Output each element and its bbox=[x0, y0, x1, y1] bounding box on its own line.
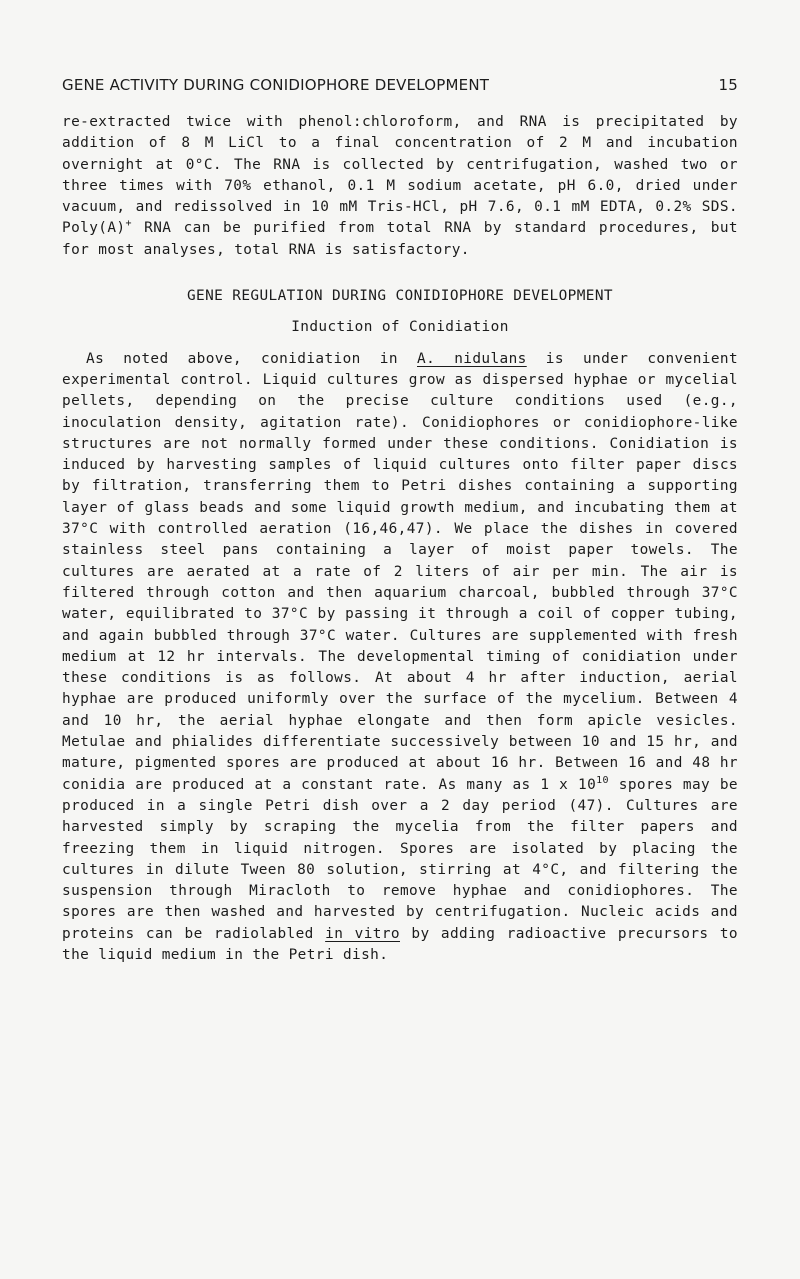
running-title: GENE ACTIVITY DURING CONIDIOPHORE DEVELOPMENT bbox=[62, 76, 490, 94]
subsection-heading: Induction of Conidiation bbox=[291, 319, 509, 336]
paragraph-text: re-extracted twice with phenol:chloroform, and RNA is precipitated by addition of 8 M LiCl to a final concentration of 2 M and incubation overnight at 0°C. The RNA is collected by centrifugation, washed two or three times with 70% ethanol, 0.1 M sodium acetate, pH 6.0, dried under vacuum, and redissolved in 10 mM Tris-HCl, pH 7.6, 0.1 mM EDTA, 0.2% SDS. Poly(A) bbox=[62, 114, 738, 237]
paragraph-rna-extraction bbox=[62, 112, 738, 261]
paragraph-text-part2: is under convenient experimental control. Liquid cultures grow as dispersed hyphae or mycelial pellets, depending on the precise culture conditions used (e.g., inoculation density, agitation rate). Conidiophores or conidiophore-like structures are not normally formed under these conditions. Conidiation is induced by harvesting samples of liquid cultures onto filter paper discs by filtration, transferring them to Petri dishes containing a supporting layer of glass beads and some liquid growth medium, and incubating them at 37°C with controlled aeration (16,46,47). We place the dishes in covered stainless steel pans containing a layer of moist paper towels. The cultures are aerated at a rate of 2 liters of air per min. The air is filtered through cotton and then aquarium charcoal, bubbled through 37°C water, equilibrated to 37°C by passing it through a coil of copper tubing, and again bubbled through 37°C water. Cultures are supplemented with fresh medium at 12 hr intervals. The developmental timing of conidiation under these conditions is as follows. At about 4 hr after induction, aerial hyphae are produced uniformly over the surface of the mycelium. Between 4 and 10 hr, the aerial hyphae elongate and then form apicle vesicles. Metulae and phialides differentiate successively between 10 and 15 hr, and mature, pigmented spores are produced at about 16 hr. Between 16 and 48 hr conidia are produced at a constant rate. As many as 1 x 10 bbox=[62, 350, 739, 793]
page-number: 15 bbox=[718, 76, 738, 94]
superscript-plus: + bbox=[125, 218, 132, 230]
section-heading: GENE REGULATION DURING CONIDIOPHORE DEVELOPMENT bbox=[186, 288, 613, 305]
running-header bbox=[62, 76, 738, 94]
exponent: 10 bbox=[596, 774, 609, 786]
species-name: A. nidulans bbox=[417, 350, 527, 367]
paragraph-induction bbox=[62, 349, 738, 967]
paragraph-text-part4: by adding radioactive precursors to the liquid medium in the Petri dish. bbox=[62, 925, 738, 963]
paragraph-text-part1: As noted above, conidiation in bbox=[86, 350, 417, 367]
page-body bbox=[62, 112, 738, 966]
in-vitro-term: in vitro bbox=[325, 925, 400, 942]
paragraph-text-continued: RNA can be purified from total RNA by standard procedures, but for most analyses, total RNA is satisfactory. bbox=[62, 220, 738, 258]
paragraph-text-part3: spores may be produced in a single Petri dish over a 2 day period (47). Cultures are harvested simply by scraping the mycelia from the filter papers and freezing them in liquid nitrogen. Spores are isolated by placing the cultures in dilute Tween 80 solution, stirring at 4°C, and filtering the suspension through Miracloth to remove hyphae and conidiophores. The spores are then washed and harvested by centrifugation. Nucleic acids and proteins can be radiolabled bbox=[62, 776, 738, 942]
